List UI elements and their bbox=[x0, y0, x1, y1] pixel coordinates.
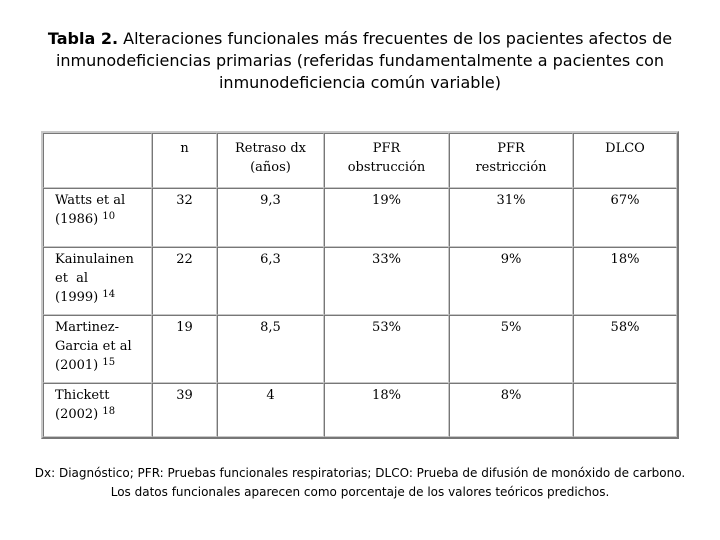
value-cell: 33% bbox=[324, 247, 449, 315]
value-cell: 18% bbox=[573, 247, 677, 315]
study-cell: Thickett (2002) $^{18}$ bbox=[43, 383, 152, 437]
table-row bbox=[43, 188, 677, 247]
value-cell: 9% bbox=[449, 247, 573, 315]
footnote-units: Los datos funcionales aparecen como porcentaje de los valores teóricos predichos. bbox=[110, 485, 610, 499]
value-cell: 19% bbox=[324, 188, 449, 247]
footnote-abbreviations: Dx: Diagnóstico; PFR: Pruebas funcionales respiratorias; DLCO: Prueba de difusión de monóxido de carbono. bbox=[34, 466, 686, 480]
header-cell-retraso-dx: Retraso dx (años) bbox=[217, 133, 324, 188]
reference-number: 15 bbox=[102, 357, 116, 368]
value-cell: 4 bbox=[217, 383, 324, 437]
table-row bbox=[43, 247, 677, 315]
value-cell: 5% bbox=[449, 315, 573, 383]
value-cell: 19 bbox=[152, 315, 217, 383]
header-cell-pfr-obstruccion: PFR obstrucción bbox=[324, 133, 449, 188]
header-cell-pfr-restriccion: PFR restricción bbox=[449, 133, 573, 188]
value-cell: 31% bbox=[449, 188, 573, 247]
value-cell: 9,3 bbox=[217, 188, 324, 247]
table-row bbox=[43, 383, 677, 437]
table-header-row bbox=[43, 133, 677, 188]
reference-number: 10 bbox=[102, 211, 116, 222]
table-row bbox=[43, 315, 677, 383]
table-footnote bbox=[10, 464, 710, 502]
value-cell: 39 bbox=[152, 383, 217, 437]
value-cell bbox=[573, 383, 677, 437]
header-cell-dlco: DLCO bbox=[573, 133, 677, 188]
header-cell-empty bbox=[43, 133, 152, 188]
reference-number: 18 bbox=[102, 406, 116, 417]
value-cell: 32 bbox=[152, 188, 217, 247]
value-cell: 18% bbox=[324, 383, 449, 437]
value-cell: 8,5 bbox=[217, 315, 324, 383]
value-cell: 6,3 bbox=[217, 247, 324, 315]
value-cell: 53% bbox=[324, 315, 449, 383]
value-cell: 8% bbox=[449, 383, 573, 437]
reference-number: 14 bbox=[102, 289, 116, 300]
study-cell: Watts et al (1986) $^{10}$ bbox=[43, 188, 152, 247]
functional-alterations-table bbox=[41, 131, 679, 439]
study-cell: Martinez- Garcia et al (2001) $^{15}$ bbox=[43, 315, 152, 383]
header-cell-n: n bbox=[152, 133, 217, 188]
value-cell: 58% bbox=[573, 315, 677, 383]
value-cell: 22 bbox=[152, 247, 217, 315]
table-caption bbox=[40, 28, 680, 94]
study-cell: Kainulainen et al (1999) $^{14}$ bbox=[43, 247, 152, 315]
caption-text: Alteraciones funcionales más frecuentes de los pacientes afectos de inmunodeficiencias primarias (referidas fundamentalmente a pacientes con inmunodeficiencia común variable) bbox=[55, 29, 673, 92]
caption-label: Tabla 2. bbox=[47, 29, 119, 48]
value-cell: 67% bbox=[573, 188, 677, 247]
